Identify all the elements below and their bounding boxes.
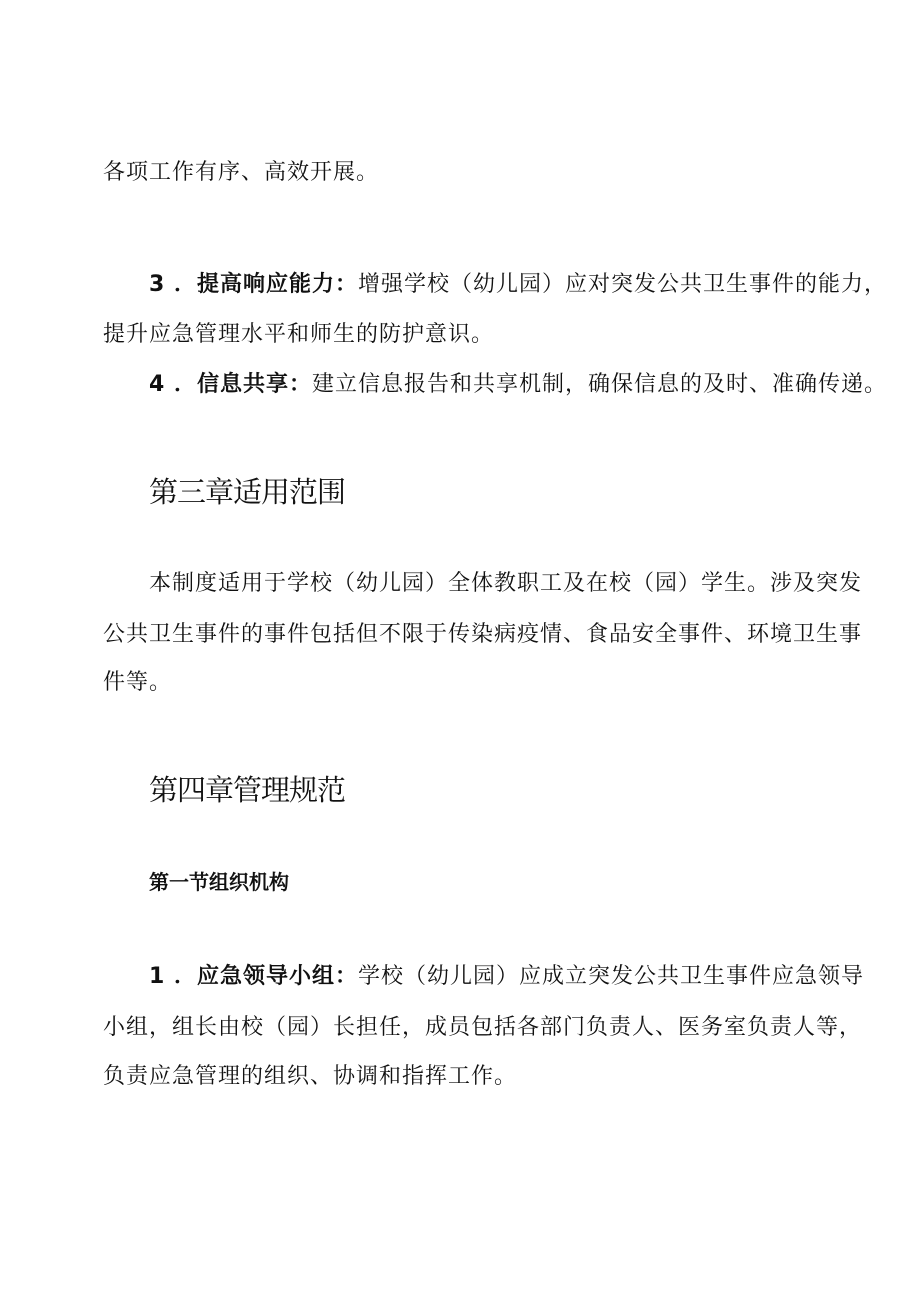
list-item-3-line-1 xyxy=(149,271,887,299)
chapter-4-title: 第四章管理规范 xyxy=(149,773,346,807)
item-1-line-2 xyxy=(103,1014,862,1042)
list-number: 1 ． xyxy=(149,964,197,989)
chapter-3-paragraph-line-1 xyxy=(149,570,862,598)
list-term: 信息共享： xyxy=(196,372,312,397)
list-item-4 xyxy=(149,371,887,399)
section-1-title: 第一节组织机构 xyxy=(149,870,289,894)
paragraph-text: 各项工作有序、高效开展。 xyxy=(103,160,380,185)
paragraph-text: 件等。 xyxy=(103,670,173,695)
paragraph-text: 本制度适用于学校（幼儿园）全体教职工及在校（园）学生。涉及突发 xyxy=(149,571,863,596)
paragraph-text: 公共卫生事件的事件包括但不限于传染病疫情、食品安全事件、环境卫生事 xyxy=(103,622,863,647)
list-text: 负责应急管理的组织、协调和指挥工作。 xyxy=(103,1064,518,1089)
item-1-line-1 xyxy=(149,963,864,991)
list-text: 建立信息报告和共享机制，确保信息的及时、准确传递。 xyxy=(311,372,887,397)
list-item-3-line-2 xyxy=(103,321,494,349)
list-number: 4 ． xyxy=(149,372,197,397)
list-text: 学校（幼儿园）应成立突发公共卫生事件应急领导 xyxy=(357,964,864,989)
paragraph-line xyxy=(103,159,379,187)
list-number: 3 ． xyxy=(149,272,197,297)
chapter-3-paragraph-line-3 xyxy=(103,669,172,697)
list-term: 应急领导小组： xyxy=(196,964,358,989)
item-1-line-3 xyxy=(103,1063,517,1091)
chapter-3-paragraph-line-2 xyxy=(103,621,862,649)
list-text: 小组，组长由校（园）长担任，成员包括各部门负责人、医务室负责人等， xyxy=(103,1015,863,1040)
chapter-3-title: 第三章适用范围 xyxy=(149,475,346,509)
list-text: 增强学校（幼儿园）应对突发公共卫生事件的能力， xyxy=(357,272,887,297)
list-term: 提高响应能力： xyxy=(196,272,358,297)
list-text: 提升应急管理水平和师生的防护意识。 xyxy=(103,322,495,347)
